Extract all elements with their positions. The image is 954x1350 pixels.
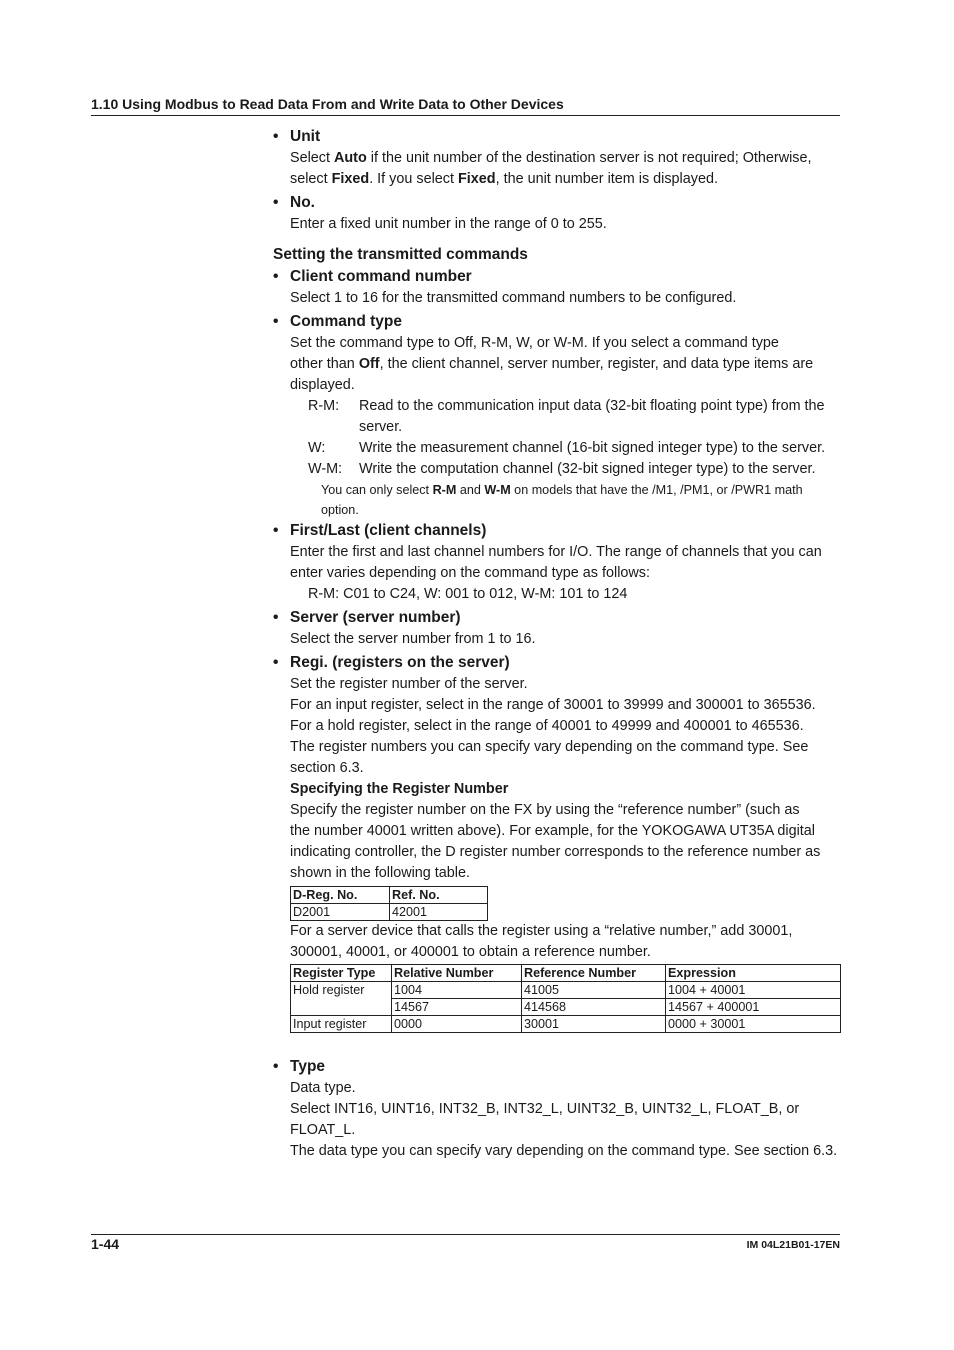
table-cell: 30001 [522,1016,666,1033]
transmitted-commands-heading: Setting the transmitted commands [273,246,528,263]
table-cell: 41005 [522,982,666,999]
unit-heading: • Unit [273,128,321,145]
table-cell: 414568 [522,999,666,1016]
client-command-text: Select 1 to 16 for the transmitted command numbers to be configured. [290,290,737,306]
page-content [273,126,841,1162]
type-heading: • Type [273,1058,326,1075]
def-wm: W-M: Write the computation channel (32-bit signed integer type) to the server. [308,461,816,477]
command-type-heading: • Command type [273,313,402,330]
no-heading: • No. [273,194,315,211]
regi-heading: • Regi. (registers on the server) [273,654,510,671]
table-header: Relative Number [392,965,522,982]
table-cell: Hold register [291,982,392,1016]
def-rm: R-M: Read to the communication input data (32-bit floating point type) from the server. [308,398,825,435]
server-heading: • Server (server number) [273,609,461,626]
client-command-heading: • Client command number [273,268,472,285]
table-cell: 1004 [392,982,522,999]
server-text: Select the server number from 1 to 16. [290,631,536,647]
page-number: 1-44 [91,1236,120,1252]
table-cell: 0000 + 30001 [666,1016,841,1033]
table-header: Ref. No. [390,887,488,904]
command-type-text: Set the command type to Off, R-M, W, or W-M. If you select a command type other than Off, the client channel, server number, register, and data type items are displayed. [290,335,814,393]
register-number-text: Specify the register number on the FX by using the “reference number” (such as the number 40001 written above). For example, for the YOKOGAWA UT35A digital indicating controller, the D register number corresponds to the reference number as shown in the following table. [290,802,821,881]
command-type-note: You can only select R-M and W-M on models that have the /M1, /PM1, or /PWR1 math option. [321,483,803,517]
def-w: W: Write the measurement channel (16-bit signed integer type) to the server. [308,440,826,456]
regi-text: Set the register number of the server. For an input register, select in the range of 30001 to 39999 and 300001 to 365536. For a hold register, select in the range of 40001 to 49999 and 400001 to 465536. The register numbers you can specify vary depending on the command type. See section 6.3. [290,676,816,776]
type-text: Data type. Select INT16, UINT16, INT32_B, INT32_L, UINT32_B, UINT32_L, FLOAT_B, or FLOAT_L. The data type you can specify vary depending on the command type. See section 6.3. [290,1080,838,1159]
unit-text: Select Auto if the unit number of the destination server is not required; Otherwise, select Fixed. If you select Fixed, the unit number item is displayed. [290,150,812,187]
first-last-ranges: R-M: C01 to C24, W: 001 to 012, W-M: 101 to 124 [308,586,628,602]
table-cell: 1004 + 40001 [666,982,841,999]
table-cell: Input register [291,1016,392,1033]
no-text: Enter a fixed unit number in the range of 0 to 255. [290,216,607,232]
table-header: Expression [666,965,841,982]
dreg-table [290,886,488,921]
footer-rule [91,1234,840,1235]
table-cell: D2001 [291,904,390,921]
first-last-text: Enter the first and last channel numbers for I/O. The range of channels that you can enter varies depending on the command type as follows: [290,544,822,581]
table-cell: 0000 [392,1016,522,1033]
section-header: 1.10 Using Modbus to Read Data From and Write Data to Other Devices [91,95,840,116]
relative-number-text: For a server device that calls the register using a “relative number,” add 30001, 300001, 40001, or 400001 to obtain a reference number. [290,923,793,960]
register-number-subheading: Specifying the Register Number [290,781,509,797]
table-header: Register Type [291,965,392,982]
register-type-table [290,964,841,1033]
table-cell: 14567 [392,999,522,1016]
table-header: Reference Number [522,965,666,982]
first-last-heading: • First/Last (client channels) [273,522,487,539]
table-header: D-Reg. No. [291,887,390,904]
table-cell: 14567 + 400001 [666,999,841,1016]
document-id: IM 04L21B01-17EN [746,1239,840,1251]
table-cell: 42001 [390,904,488,921]
